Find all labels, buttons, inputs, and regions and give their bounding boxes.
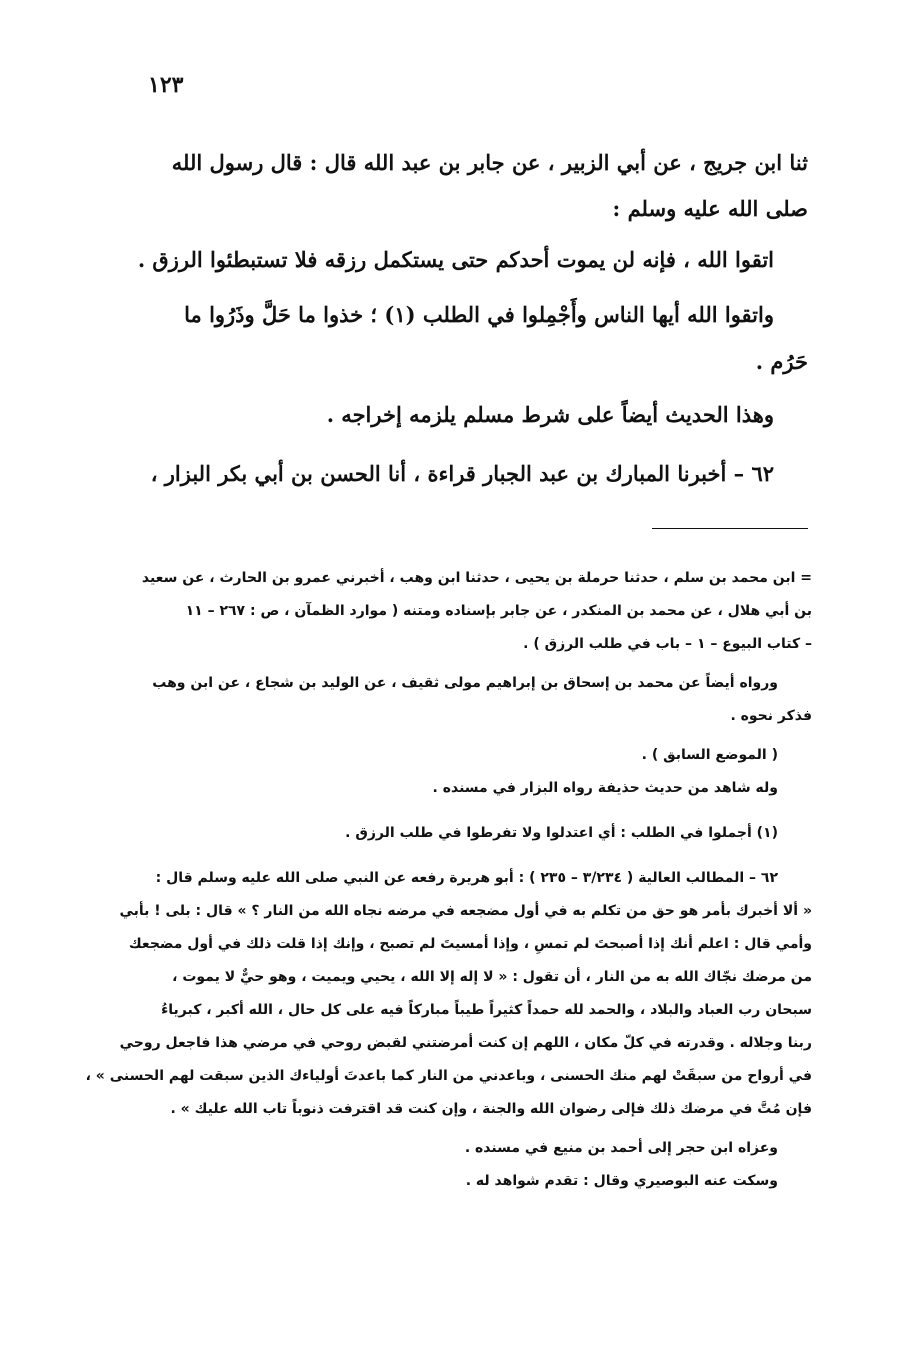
footnote-line: « ألا أخبرك بأمر هو حق من تكلم به في أول مضجعه في مرضه نجاه الله من النار ؟ » قال : بلى ! بأبي xyxy=(119,903,812,919)
footnote-line: في أرواح من سبقَتْ لهم منك الحسنى ، وباعدني من النار كما باعدتَ أولياءك الذين سبقت لهم الحسنى » ، xyxy=(85,1068,812,1084)
footnote-line: بن أبي هلال ، عن محمد بن المنكدر ، عن جابر بإسناده ومتنه ( موارد الظمآن ، ص : ٢٦٧ – ١١ xyxy=(185,603,812,619)
page-number: ١٢٣ xyxy=(148,72,184,98)
footnote-separator xyxy=(652,528,808,529)
footnote-line: – كتاب البيوع – ١ – باب في طلب الرزق ) . xyxy=(523,636,812,652)
footnote-1: (١) أجملوا في الطلب : أي اعتدلوا ولا تفرطوا في طلب الرزق . xyxy=(345,825,778,841)
footnote-line: ربنا وجلاله . وقدرته في كلّ مكان ، اللهم إن كنت أمرضتني لقبض روحي في مرضي هذا فاجعل روحي xyxy=(119,1035,812,1051)
footnote-line: ٦٢ – المطالب العالية ( ٣/٢٣٤ – ٢٣٥ ) : أبو هريرة رفعه عن النبي صلى الله عليه وسلم قال : xyxy=(155,870,778,886)
main-text xyxy=(108,138,808,502)
footnote-line: فإن مُتَّ في مرضك ذلك فإلى رضوان الله والجنة ، وإن كنت قد اقترفت ذنوباً تاب الله عليك » . xyxy=(170,1101,812,1117)
footnote-line: ( الموضع السابق ) . xyxy=(641,747,778,763)
main-line: حَرُم . xyxy=(755,349,808,374)
footnote-line: من مرضك نجّاك الله به من النار ، أن تقول : « لا إله إلا الله ، يحيي ويميت ، وهو حيٌّ لا يموت ، xyxy=(172,969,812,985)
main-line: وهذا الحديث أيضاً على شرط مسلم يلزمه إخراجه . xyxy=(326,402,774,427)
main-line: صلى الله عليه وسلم : xyxy=(612,196,808,221)
footnote-line: وله شاهد من حديث حذيفة رواه البزار في مسنده . xyxy=(432,780,778,796)
footnote-line: وعزاه ابن حجر إلى أحمد بن منيع في مسنده . xyxy=(464,1140,778,1156)
footnote-line: = ابن محمد بن سلم ، حدثنا حرملة بن يحيى ، حدثنا ابن وهب ، أخبرني عمرو بن الحارث ، عن سعيد xyxy=(141,570,812,586)
main-line: اتقوا الله ، فإنه لن يموت أحدكم حتى يستكمل رزقه فلا تستبطئوا الرزق . xyxy=(137,247,774,272)
footnote-line: وسكت عنه البوصيري وقال : تقدم شواهد له . xyxy=(465,1173,778,1189)
main-line: ثنا ابن جريج ، عن أبي الزبير ، عن جابر بن عبد الله قال : قال رسول الله xyxy=(171,150,808,175)
hadith-line xyxy=(108,446,808,502)
footnote-line: فذكر نحوه . xyxy=(730,708,812,724)
footnote-line: سبحان رب العباد والبلاد ، والحمد لله حمداً كثيراً طيباً مباركاً فيه على كل حال ، الله أكبر ، كبرياءُ xyxy=(161,1002,812,1018)
footnote-line: ورواه أيضاً عن محمد بن إسحاق بن إبراهيم مولى ثقيف ، عن الوليد بن شجاع ، عن ابن وهب xyxy=(152,675,778,691)
main-line-text: أخبرنا المبارك بن عبد الجبار قراءة ، أنا الحسن بن أبي بكر البزار ، xyxy=(150,461,727,486)
main-line: واتقوا الله أيها الناس وأَجْمِلوا في الطلب (١) ؛ خذوا ما حَلَّ وذَرُوا ما xyxy=(184,302,774,327)
footnotes xyxy=(85,562,812,1198)
footnote-line: وأمي قال : اعلم أنك إذا أصبحتَ لم تمسِ ، وإذا أمسيتَ لم تصبح ، وإنك إذا قلت ذلك في أول مضجعك xyxy=(128,936,812,952)
hadith-number: ٦٢ – xyxy=(733,461,774,486)
